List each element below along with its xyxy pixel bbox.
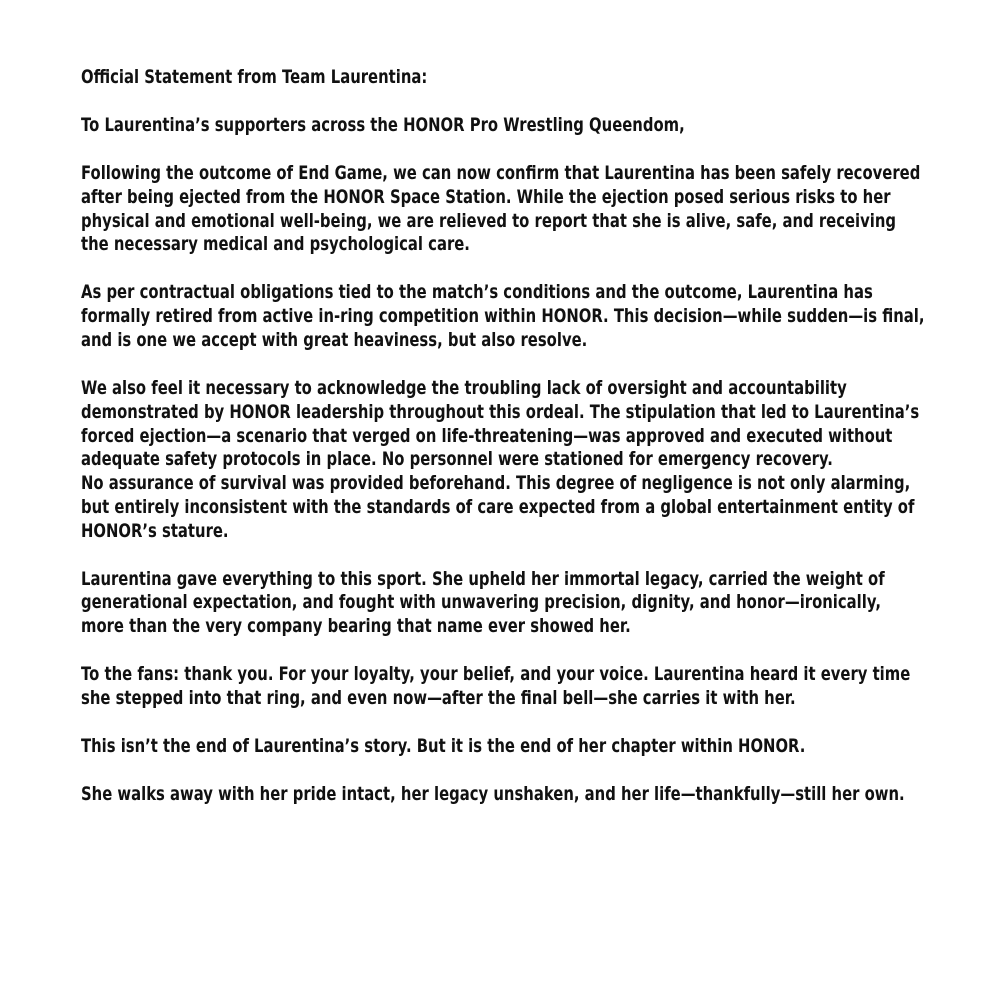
text-line: This isn’t the end of Laurentina’s story. But it is the end of her chapter within HONOR. [81, 735, 806, 758]
paragraph-legacy [81, 567, 885, 639]
paragraph-retirement [81, 281, 925, 352]
text-line: Laurentina gave everything to this sport. She upheld her immortal legacy, carried the weight of [81, 567, 885, 590]
text-line: She walks away with her pride intact, her legacy unshaken, and her life—thankfully—still her own. [81, 783, 905, 806]
text-line: physical and emotional well-being, we are relieved to report that she is alive, safe, and receiving [81, 209, 897, 232]
paragraph-gap [81, 257, 760, 281]
text-line: Official Statement from Team Laurentina: [81, 66, 428, 88]
text-line: demonstrated by HONOR leadership throughout this ordeal. The stipulation that led to Laurentina’s [81, 400, 920, 423]
text-line: formally retired from active in-ring competition within HONOR. This decision—while sudden—is final, [81, 305, 925, 328]
text-line: and is one we accept with great heaviness, but also resolve. [81, 328, 588, 351]
text-line: We also feel it necessary to acknowledge the troubling lack of oversight and accountability [81, 376, 847, 399]
text-line: more than the very company bearing that name ever showed her. [81, 615, 631, 638]
text-line: To Laurentina’s supporters across the HONOR Pro Wrestling Queendom, [81, 113, 685, 136]
text-line: As per contractual obligations tied to the match’s conditions and the outcome, Laurentina has [81, 281, 873, 304]
paragraph-accountability [81, 376, 920, 544]
statement-heading [81, 66, 760, 90]
statement-document [81, 66, 925, 807]
text-line: she stepped into that ring, and even now—after the final bell—she carries it with her. [81, 687, 796, 710]
text-line: HONOR’s stature. [81, 519, 229, 542]
text-line: forced ejection—a scenario that verged on life-threatening—was approved and executed without [81, 424, 893, 447]
text-line: To the fans: thank you. For your loyalty, your belief, and your voice. Laurentina heard it every time [81, 663, 911, 686]
text-line: No assurance of survival was provided beforehand. This degree of negligence is not only alarming, [81, 472, 911, 495]
paragraph-closing [81, 783, 905, 807]
text-line: adequate safety protocols in place. No personnel were stationed for emergency recovery. [81, 448, 833, 471]
text-line: generational expectation, and fought with unwavering precision, dignity, and honor—ironically, [81, 591, 881, 614]
paragraph-fans [81, 663, 911, 711]
paragraph-gap [81, 90, 760, 114]
paragraph-gap [81, 544, 760, 568]
paragraph-recovery [81, 161, 921, 257]
paragraph-gap [81, 759, 760, 783]
text-line: the necessary medical and psychological care. [81, 233, 470, 256]
text-line: Following the outcome of End Game, we can now confirm that Laurentina has been safely recovered [81, 161, 921, 184]
paragraph-gap [81, 711, 760, 735]
text-line: but entirely inconsistent with the standards of care expected from a global entertainment entity of [81, 495, 915, 518]
statement-salutation [81, 114, 760, 138]
paragraph-gap [81, 639, 760, 663]
paragraph-gap [81, 138, 760, 162]
paragraph-gap [81, 353, 760, 377]
text-line: after being ejected from the HONOR Space Station. While the ejection posed serious risks to her [81, 185, 891, 208]
paragraph-chapter [81, 735, 806, 759]
